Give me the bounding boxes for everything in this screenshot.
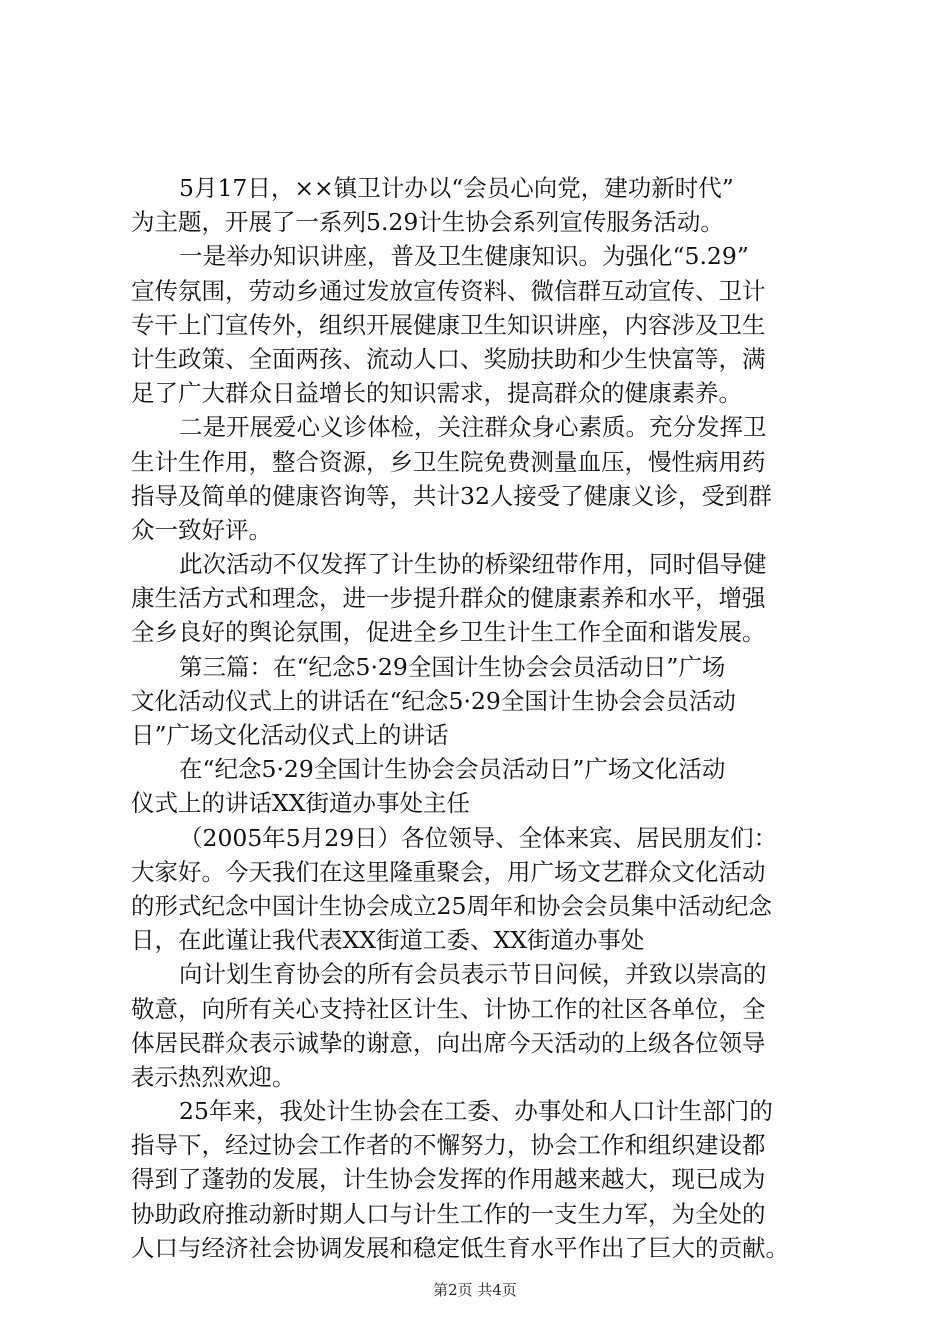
text-line-content: 指导下，经过协会工作者的不懈努力，协会工作和组织建设都 (131, 1131, 766, 1160)
text-line-content: 在“纪念5·29全国计生协会会员活动日”广场文化活动 (179, 755, 726, 784)
text-line (131, 1231, 851, 1265)
text-line (131, 308, 851, 342)
text-line-content: 康生活方式和理念，进一步提升群众的健康素养和水平，增强 (131, 584, 766, 613)
text-line-content: 日”广场文化活动仪式上的讲话 (131, 721, 449, 749)
text-line-content: 指导及简单的健康咨询等，共计32人接受了健康义诊，受到群 (131, 481, 772, 510)
text-line (131, 1162, 851, 1196)
text-line (131, 855, 851, 889)
text-line (131, 615, 851, 649)
text-line (131, 650, 851, 684)
text-line-content: 专干上门宣传外，组织开展健康卫生知识讲座，内容涉及卫生 (131, 310, 766, 339)
text-line-content: 得到了蓬勃的发展，计生协会发挥的作用越来越大，现已成为 (131, 1165, 766, 1194)
text-line-content: 此次活动不仅发挥了计生协的桥梁纽带作用，同时倡导健 (179, 550, 767, 579)
text-line (131, 171, 851, 205)
text-line (131, 1026, 851, 1060)
text-line-content: 日，在此谨让我代表XX街道工委、XX街道办事处 (131, 926, 645, 955)
text-line-content: 宣传氛围，劳动乡通过发放宣传资料、微信群互动宣传、卫计 (131, 276, 766, 305)
text-line-content: 全乡良好的舆论氛围，促进全乡卫生计生工作全面和谐发展。 (131, 618, 766, 647)
text-line (131, 274, 851, 308)
page-number-footer: 第2页 共4页 (433, 1281, 517, 1299)
text-line (131, 957, 851, 991)
text-line (131, 1060, 851, 1094)
text-line (131, 889, 851, 923)
text-line-content: 一是举办知识讲座，普及卫生健康知识。为强化“5.29” (179, 242, 749, 271)
text-line-content: 大家好。今天我们在这里隆重聚会，用广场文艺群众文化活动 (131, 857, 766, 886)
text-line-content: 足了广大群众日益增长的知识需求，提高群众的健康素养。 (131, 379, 742, 408)
text-line-content: 文化活动仪式上的讲话在“纪念5·29全国计生协会会员活动 (131, 686, 736, 715)
text-line-content: 向计划生育协会的所有会员表示节日问候，并致以崇高的 (179, 960, 767, 989)
text-line (131, 445, 851, 479)
text-line (131, 1128, 851, 1162)
text-line-content: 计生政策、全面两孩、流动人口、奖励扶助和少生快富等，满 (131, 344, 766, 373)
text-line (131, 479, 851, 513)
text-line-content: （2005年5月29日）各位领导、全体来宾、居民朋友们： (179, 823, 778, 852)
text-line (131, 342, 851, 376)
text-line (131, 410, 851, 444)
text-line-content: 生计生作用，整合资源，乡卫生院免费测量血压，慢性病用药 (131, 447, 766, 476)
text-line-content: 第三篇：在“纪念5·29全国计生协会会员活动日”广场 (179, 652, 726, 681)
text-line-content: 众一致好评。 (131, 515, 272, 544)
text-line (131, 992, 851, 1026)
text-line (131, 239, 851, 273)
text-line (131, 752, 851, 786)
text-line-content: 协助政府推动新时期人口与计生工作的一支生力军，为全处的 (131, 1199, 766, 1228)
text-line-content: 的形式纪念中国计生协会成立25周年和协会会员集中活动纪念 (131, 891, 772, 920)
text-line (131, 821, 851, 855)
text-line-content: 表示热烈欢迎。 (131, 1062, 296, 1091)
text-line-content: 体居民群众表示诚挚的谢意，向出席今天活动的上级各位领导 (131, 1028, 766, 1057)
text-line (131, 786, 851, 820)
text-line (131, 1094, 851, 1128)
text-line (131, 684, 851, 718)
text-line-content: 5月17日，××镇卫计办以“会员心向党，建功新时代” (179, 174, 734, 202)
text-line (131, 376, 851, 410)
text-line (131, 581, 851, 615)
text-line (131, 513, 851, 547)
text-line (131, 1197, 851, 1231)
text-line (131, 718, 851, 752)
text-line-content: 敬意，向所有关心支持社区计生、计协工作的社区各单位，全 (131, 994, 766, 1023)
text-line (131, 205, 851, 239)
text-line-content: 人口与经济社会协调发展和稳定低生育水平作出了巨大的贡献。 (131, 1233, 789, 1262)
text-line-content: 为主题，开展了一系列5.29计生协会系列宣传服务活动。 (131, 208, 724, 237)
text-line-content: 仪式上的讲话XX街道办事处主任 (131, 789, 470, 818)
document-body (131, 171, 851, 1265)
text-line (131, 547, 851, 581)
text-line-content: 二是开展爱心义诊体检，关注群众身心素质。充分发挥卫 (179, 413, 767, 442)
text-line (131, 923, 851, 957)
text-line-content: 25年来，我处计生协会在工委、办事处和人口计生部门的 (179, 1097, 773, 1126)
